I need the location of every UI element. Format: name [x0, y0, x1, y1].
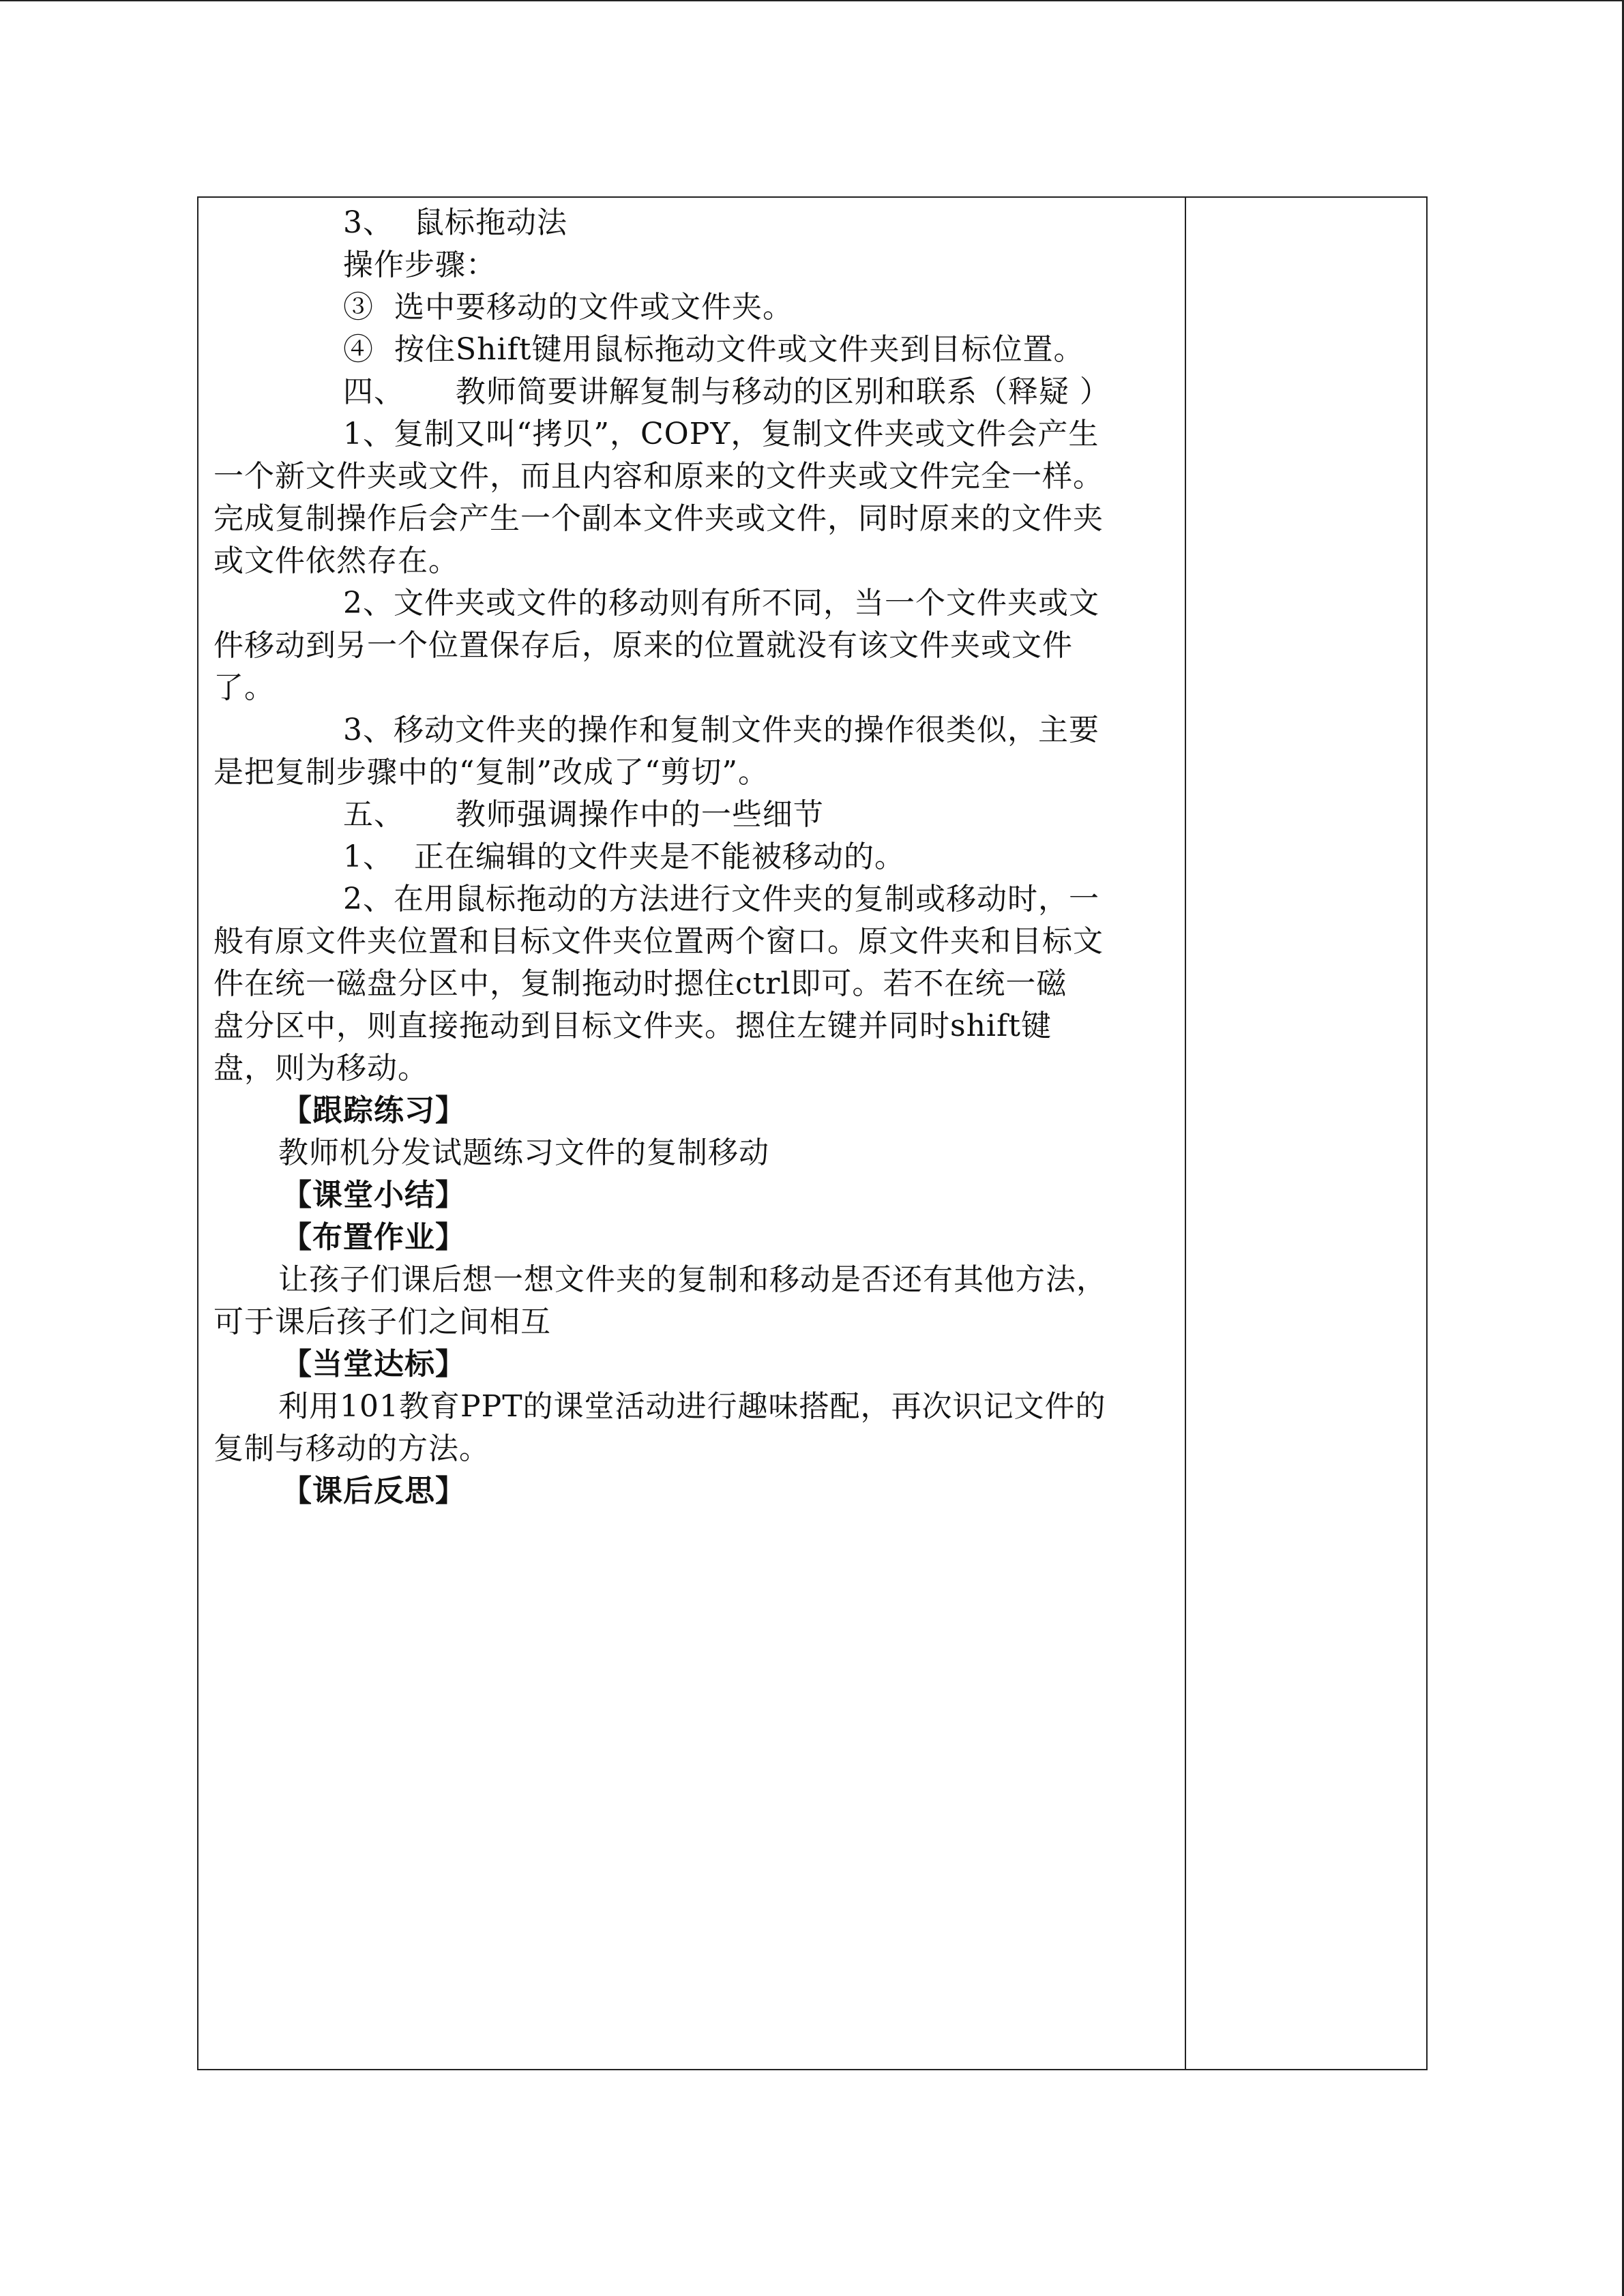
text-line: 是把复制步骤中的“复制”改成了“剪切”。: [213, 755, 769, 790]
text-line: 四、 教师简要讲解复制与移动的区别和联系（释疑 ）: [343, 374, 1110, 409]
section-heading: 【当堂达标】: [282, 1347, 466, 1382]
lesson-plan-table: [197, 196, 1428, 2070]
text-line: 或文件依然存在。: [213, 543, 459, 578]
text-line: 教师机分发试题练习文件的复制移动: [278, 1135, 769, 1170]
section-heading: 【课后反思】: [282, 1474, 466, 1508]
text-line: 让孩子们课后想一想文件夹的复制和移动是否还有其他方法，: [278, 1262, 1107, 1297]
text-line: 盘分区中，则直接拖动到目标文件夹。摁住左键并同时shift键: [213, 1009, 1052, 1043]
text-line: 可于课后孩子们之间相互: [213, 1304, 551, 1339]
text-line: 了。: [213, 670, 275, 705]
text-line: 五、 教师强调操作中的一些细节: [343, 797, 824, 832]
section-heading: 【布置作业】: [282, 1220, 466, 1255]
section-heading: 【课堂小结】: [282, 1178, 466, 1212]
text-line: 操作步骤：: [343, 248, 497, 282]
text-line: 1、 正在编辑的文件夹是不能被移动的。: [343, 839, 905, 874]
lesson-content-cell: [213, 198, 1175, 2069]
text-line: 3、移动文件夹的操作和复制文件夹的操作很类似，主要: [343, 713, 1099, 747]
section-heading: 【跟踪练习】: [282, 1093, 466, 1128]
text-line: ④ 按住Shift键用鼠标拖动文件或文件夹到目标位置。: [343, 332, 1084, 367]
page-top-border: [0, 0, 1624, 1]
text-line: 一个新文件夹或文件，而且内容和原来的文件夹或文件完全一样。: [213, 459, 1104, 494]
text-line: 2、在用鼠标拖动的方法进行文件夹的复制或移动时，一: [343, 882, 1099, 916]
text-line: 复制与移动的方法。: [213, 1431, 490, 1466]
text-line: 1、复制又叫“拷贝”，COPY，复制文件夹或文件会产生: [343, 417, 1099, 451]
text-line: ③ 选中要移动的文件或文件夹。: [343, 290, 793, 325]
text-line: 盘，则为移动。: [213, 1051, 428, 1086]
text-line: 完成复制操作后会产生一个副本文件夹或文件，同时原来的文件夹: [213, 501, 1104, 536]
text-line: 般有原文件夹位置和目标文件夹位置两个窗口。原文件夹和目标文: [213, 924, 1104, 959]
text-line: 2、文件夹或文件的移动则有所不同，当一个文件夹或文: [343, 586, 1099, 621]
text-line: 件移动到另一个位置保存后，原来的位置就没有该文件夹或文件: [213, 628, 1073, 663]
notes-cell: [1186, 198, 1426, 2069]
text-line: 利用101教育PPT的课堂活动进行趣味搭配，再次识记文件的: [278, 1389, 1106, 1424]
text-line: 3、 鼠标拖动法: [343, 205, 567, 240]
text-line: 件在统一磁盘分区中，复制拖动时摁住ctrl即可。若不在统一磁: [213, 966, 1067, 1001]
